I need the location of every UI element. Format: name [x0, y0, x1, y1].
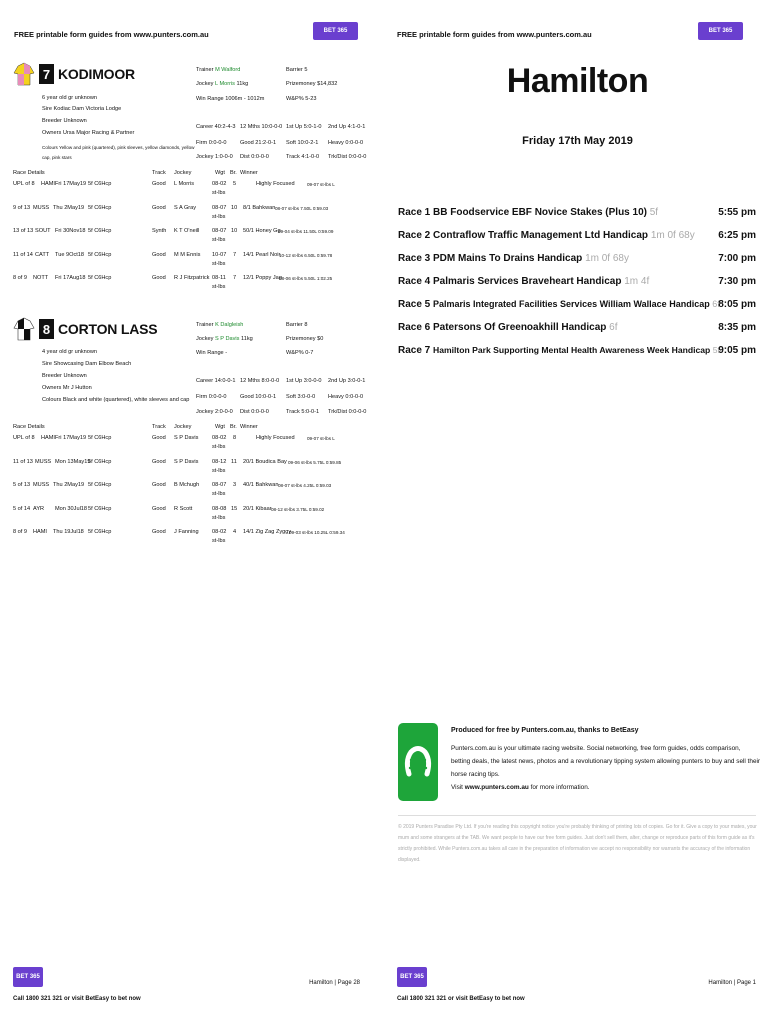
bet-badge[interactable]: BET 365 — [698, 22, 743, 40]
col-winner: Winner — [240, 170, 258, 176]
jockey-silks-icon — [13, 316, 35, 342]
promo-body: Punters.com.au is your ultimate racing website. Social networking, free form guides, odds comparison, betting deals, the latest news, photos and a revolutionary tipping system allowing punters to buy and sell their horse racing tips. Visit www.punters.com.au for more information. — [451, 745, 761, 791]
prizemoney: Prizemoney $14,832 — [286, 81, 338, 87]
trainer: Trainer K Dalgleish — [196, 322, 244, 328]
horse-breeder: Breeder Unknown — [42, 373, 87, 379]
race-item[interactable]: Race 3 PDM Mains To Drains Handicap 1m 0f 68y 7:00 pm — [398, 253, 756, 264]
horse-heading — [13, 61, 135, 87]
col-winner: Winner — [240, 424, 258, 430]
race-item[interactable]: Race 7 Hamilton Park Supporting Mental Health Awareness Week Handicap 5f 9:05 pm — [398, 345, 756, 356]
stat-career: Career 14:0-0-1 — [196, 378, 236, 384]
page-number: Hamilton | Page 28 — [309, 980, 360, 986]
col-wgt: Wgt — [215, 424, 225, 430]
bet-badge-footer[interactable]: BET 365 — [397, 967, 427, 987]
stat-good: Good 10:0-0-1 — [240, 394, 277, 400]
race-item[interactable]: Race 5 Palmaris Integrated Facilities Services William Wallace Handicap 6f 8:05 pm — [398, 299, 756, 310]
horse-colours: Colours Yellow and pink (quartered), pink sleeves, yellow diamonds, yellow cap, pink stars — [42, 145, 195, 160]
stat-good: Good 21:2-0-1 — [240, 140, 277, 146]
jockey: Jockey L Morris 11kg — [196, 81, 249, 87]
header-text: FREE printable form guides from www.punters.com.au — [397, 30, 592, 39]
col-jockey: Jockey — [174, 424, 192, 430]
horse-name[interactable]: CORTON LASS — [58, 321, 158, 337]
col-race-details: Race Details — [13, 170, 45, 176]
meeting-title: Hamilton — [506, 62, 649, 100]
page-number: Hamilton | Page 1 — [708, 980, 756, 986]
stat-firm: Firm 0:0-0-0 — [196, 394, 227, 400]
stat-track: Track 5:0-0-1 — [286, 409, 320, 415]
trainer-name[interactable]: K Dalgleish — [215, 322, 244, 328]
prizemoney: Prizemoney $0 — [286, 336, 324, 342]
stat-heavy: Heavy 0:0-0-0 — [328, 140, 364, 146]
col-track: Track — [152, 170, 166, 176]
punters-logo-icon — [398, 723, 438, 801]
stat-trk-dist: Trk/Dist 0:0-0-0 — [328, 154, 367, 160]
punters-link[interactable]: www.punters.com.au — [464, 784, 529, 791]
win-place: W&P% 5-23 — [286, 96, 317, 102]
jockey-name[interactable]: S P Davis — [214, 336, 240, 342]
win-range: Win Range 1006m - 1012m — [196, 96, 265, 102]
stat-soft: Soft 3:0-0-0 — [286, 394, 316, 400]
promo-title: Produced for free by Punters.com.au, thanks to BetEasy — [451, 727, 639, 734]
stat-career: Career 40:2-4-3 — [196, 124, 236, 130]
horse-age: 4 year old gr unknown — [42, 349, 98, 355]
horse-sire: Sire Showcasing Dam Elbow Beach — [42, 361, 132, 367]
barrier: Barrier 8 — [286, 322, 308, 328]
horse-number: 7 — [39, 64, 54, 84]
stat-jockey: Jockey 1:0-0-0 — [196, 154, 233, 160]
horse-sire: Sire Kodiac Dam Victoria Lodge — [42, 106, 122, 112]
horse-heading — [13, 316, 157, 342]
stat-trk-dist: Trk/Dist 0:0-0-0 — [328, 409, 367, 415]
trainer: Trainer M Walford — [196, 67, 241, 73]
horse-colours: Colours Black and white (quartered), white sleeves and cap — [42, 397, 190, 403]
call-to-action[interactable]: Call 1800 321 321 or visit BetEasy to bet now — [397, 996, 525, 1002]
race-item[interactable]: Race 1 BB Foodservice EBF Novice Stakes (Plus 10) 5f 5:55 pm — [398, 207, 756, 218]
col-track: Track — [152, 424, 166, 430]
stat-1st-up: 1st Up 5:0-1-0 — [286, 124, 322, 130]
stat-heavy: Heavy 0:0-0-0 — [328, 394, 364, 400]
jockey: Jockey S P Davis 11kg — [196, 336, 253, 342]
divider — [398, 815, 756, 816]
horse-age: 6 year old gr unknown — [42, 95, 98, 101]
left-page: FREE printable form guides from www.punters.com.au BET 365 7 KODIMOOR 6 year old gr unknown Sire Kodiac Dam Victoria Lodge Breeder Unknown Owners Ursa Major Racing & Partner Colours Yellow and pink (quartered), pink sleeves, yellow diamonds, yellow cap, pink stars Trainer M Walford Jockey L Morris 11kg Win Range 1006m - 1012m Barrier 5 Prizemoney $14,832 W&P% 5-23 Career 40:2-4-3 12 Mths 10:0-0-0 1st Up 5:0-1-0 2nd Up 4:1-0-1 Firm 0:0-0-0 Good 21:2-0-1 Soft 10:0-2-1 Heavy 0:0-0-0 Jockey 1:0-0-0 Dist 0:0-0-0 Track 4:1-0-0 Trk/Dist 0:0-0-0 Race Details Track Jockey Wgt Br. Winner UPL of 8 HAMI Fri 17May19 5f C6Hcp Good L Morris 08-02 st-lbs 5 Highly Focused 09-07 st-lbs L 9 of 13 MUSS Thu 2May19 5f C6Hcp Good S A Gray 08-07 st-lbs 10 8/1 Bahkwan 08-07 st-lbs 7.50L 0:59.03 13 of 13 SOUT Fri 30Nov18 5f C6Hcp Synth K T O'neill 08-07 st-lbs 10 50/1 Honey Gg 09-04 st-lbs 11.50L 0:59.09 11 of 14 CATT Tue 9Oct18 5f C6Hcp Good M M Ennis 10-07 st-lbs 7 14/1 Pearl Noir 10-12 st-lbs 6.50L 0:59.78 8 of 9 NOTT Fri 17Aug18 5f C6Hcp Good R J Fitzpatrick 08-11 st-lbs 7 12/1 Poppy Jag 08-06 st-lbs 5.50L 1:02.25 8 CORTON LASS 4 year old gr unknown Sire Showcasing Dam Elbow Beach Breeder Unknown Owners Mr J Hutton Colours Black and white (quartered), white sleeves and cap Trainer K Dalgleish Jockey S P Davis 11kg Win Range - Barrier 8 Prizemoney $0 W&P% 0-7 Career 14:0-0-1 12 Mths 8:0-0-0 1st Up 3:0-0-0 2nd Up 3:0-0-1 Firm 0:0-0-0 Good 10:0-0-1 Soft 3:0-0-0 Heavy 0:0-0-0 Jockey 2:0-0-0 Dist 0:0-0-0 Track 5:0-0-1 Trk/Dist 0:0-0-0 Race Details Track Jockey Wgt Br. Winner UPL of 8 HAMI Fri 17May19 5f C6Hcp Good S P Davis 08-02 st-lbs 8 Highly Focused 09-07 st-lbs L 11 of 13 MUSS Mon 13May19 5f C6Hcp Good S P Davis 08-12 st-lbs 11 20/1 Boudica Bay 09-06 st-lbs 5.75L 0:59.85 5 of 13 MUSS Thu 2May19 5f C6Hcp Good B Mchugh 08-07 st-lbs 3 40/1 Bahkwan 08-07 st-lbs 4.25L 0:59.03 5 of 14 AYR Mon 30Jul18 5f C6Hcp Good R Scott 08-08 st-lbs 15 20/1 Kibaar 08-12 st-lbs 3.75L 0:59.02 8 of 9 HAMI Thu 19Jul18 5f C6Hcp Good J Fanning 08-02 st-lbs 4 14/1 Zig Zag Zyggy 09-03 st-lbs 10.25L 0:59.34 BET 365 Hamilton | Page 28 Call 1800 321 321 or visit BetEasy to bet now — [0, 0, 385, 1024]
stat-firm: Firm 0:0-0-0 — [196, 140, 227, 146]
col-wgt: Wgt — [215, 170, 225, 176]
race-item[interactable]: Race 2 Contraflow Traffic Management Ltd Handicap 1m 0f 68y 6:25 pm — [398, 230, 756, 241]
jockey-name[interactable]: L Morris — [214, 81, 235, 87]
right-page — [385, 0, 770, 1024]
horse-name[interactable]: KODIMOOR — [58, 66, 135, 82]
col-jockey: Jockey — [174, 170, 192, 176]
stat-12mths: 12 Mths 8:0-0-0 — [240, 378, 280, 384]
bet-badge[interactable]: BET 365 — [313, 22, 358, 40]
race-list — [398, 207, 756, 368]
horse-owners: Owners Mr J Hutton — [42, 385, 92, 391]
horse-breeder: Breeder Unknown — [42, 118, 87, 124]
meeting-date: Friday 17th May 2019 — [522, 135, 633, 147]
stat-track: Track 4:1-0-0 — [286, 154, 320, 160]
header-text: FREE printable form guides from www.punters.com.au — [14, 30, 209, 39]
horse-number: 8 — [39, 319, 54, 339]
race-item[interactable]: Race 6 Patersons Of Greenoakhill Handicap 6f 8:35 pm — [398, 322, 756, 333]
win-range: Win Range - — [196, 350, 228, 356]
call-to-action[interactable]: Call 1800 321 321 or visit BetEasy to bet now — [13, 996, 141, 1002]
win-place: W&P% 0-7 — [286, 350, 314, 356]
stat-12mths: 12 Mths 10:0-0-0 — [240, 124, 283, 130]
stat-1st-up: 1st Up 3:0-0-0 — [286, 378, 322, 384]
copyright-notice: © 2019 Punters Paradise Pty Ltd. If you're reading this copyright notice you're probably thinking of printing lots of copies. Go for it. Give a copy to your mates, your mum and some strangers at the TAB. We want people to have our free form guides. Just don't sell them, alter, change or reproduce parts of this form guide as it's strictly prohibited. While Punters.com.au takes all care in the preparation of information we accept no responsibility nor warrants the accuracy of the information displayed. — [398, 824, 757, 863]
barrier: Barrier 5 — [286, 67, 308, 73]
stat-dist: Dist 0:0-0-0 — [240, 409, 269, 415]
stat-dist: Dist 0:0-0-0 — [240, 154, 269, 160]
col-br: Br. — [230, 170, 237, 176]
col-race-details: Race Details — [13, 424, 45, 430]
stat-2nd-up: 2nd Up 3:0-0-1 — [328, 378, 366, 384]
trainer-name[interactable]: M Walford — [215, 67, 241, 73]
horse-owners: Owners Ursa Major Racing & Partner — [42, 130, 135, 136]
bet-badge-footer[interactable]: BET 365 — [13, 967, 43, 987]
stat-2nd-up: 2nd Up 4:1-0-1 — [328, 124, 366, 130]
stat-jockey: Jockey 2:0-0-0 — [196, 409, 233, 415]
col-br: Br. — [230, 424, 237, 430]
race-item[interactable]: Race 4 Palmaris Services Braveheart Handicap 1m 4f 7:30 pm — [398, 276, 756, 287]
jockey-silks-icon — [13, 61, 35, 87]
stat-soft: Soft 10:0-2-1 — [286, 140, 319, 146]
